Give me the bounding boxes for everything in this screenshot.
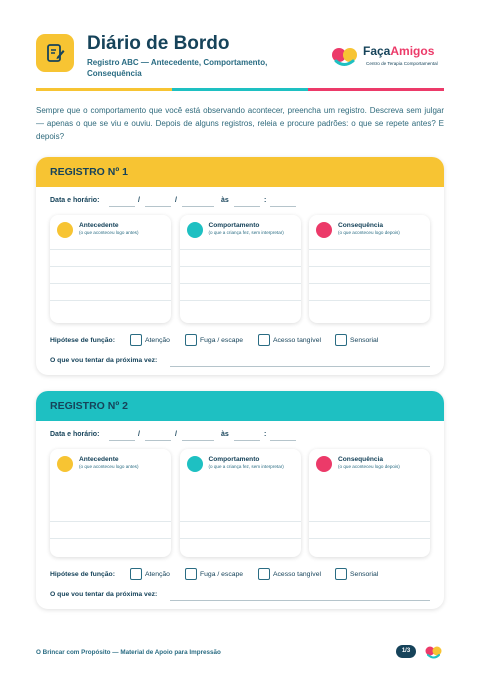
hypothesis-checkbox[interactable] <box>130 568 142 580</box>
hypothesis-checkbox[interactable] <box>335 334 347 346</box>
time-minute-field[interactable] <box>270 440 296 441</box>
hypothesis-row <box>50 334 430 348</box>
record-card-header <box>36 157 444 187</box>
column-title: Comportamento <box>208 222 260 229</box>
writing-line <box>309 266 430 267</box>
writing-line <box>50 249 171 250</box>
record-card <box>36 391 444 609</box>
notebook-pen-icon <box>36 34 74 72</box>
date-year-field[interactable] <box>182 440 214 441</box>
abc-column-consequencia[interactable] <box>309 449 430 557</box>
writing-line <box>180 283 301 284</box>
intro-paragraph: Sempre que o comportamento que você está observando acontecer, preencha um registro. Descreva sem julgar — apenas o que se viu e ouviu. Depois de alguns registros, releia e procure padrões: o que se repete antes? E depois? <box>36 106 444 141</box>
next-attempt-row <box>50 591 430 603</box>
date-label: Data e horário: <box>50 431 100 438</box>
writing-line <box>180 300 301 301</box>
column-subtitle: (o que aconteceu logo depois) <box>338 464 400 469</box>
time-connector: às <box>221 431 229 438</box>
column-subtitle: (o que aconteceu logo antes) <box>79 464 139 469</box>
next-attempt-field[interactable] <box>170 366 430 367</box>
date-year-field[interactable] <box>182 206 214 207</box>
hypothesis-option-label: Acesso tangível <box>273 571 321 578</box>
writing-line <box>180 249 301 250</box>
writing-line <box>180 538 301 539</box>
hypothesis-label: Hipótese de função: <box>50 337 115 344</box>
date-day-field[interactable] <box>109 440 135 441</box>
column-color-dot <box>57 456 73 472</box>
hypothesis-option-label: Atenção <box>145 571 170 578</box>
hypothesis-checkbox[interactable] <box>258 334 270 346</box>
writing-line <box>309 249 430 250</box>
column-title: Comportamento <box>208 456 260 463</box>
brand-name: FaçaAmigos <box>363 44 435 58</box>
date-month-field[interactable] <box>145 440 171 441</box>
color-stripe-pink <box>308 88 444 91</box>
writing-line <box>50 266 171 267</box>
column-color-dot <box>57 222 73 238</box>
column-color-dot <box>187 222 203 238</box>
writing-line <box>309 538 430 539</box>
writing-line <box>50 283 171 284</box>
brand-tagline: Centro de Terapia Comportamental <box>366 61 438 66</box>
brand-logo <box>330 42 445 70</box>
hypothesis-checkbox[interactable] <box>335 568 347 580</box>
writing-line <box>50 300 171 301</box>
date-separator: / <box>138 431 140 438</box>
abc-column-antecedente[interactable] <box>50 215 171 323</box>
column-color-dot <box>187 456 203 472</box>
column-subtitle: (o que aconteceu logo antes) <box>79 230 139 235</box>
writing-line <box>309 521 430 522</box>
time-hour-field[interactable] <box>234 206 260 207</box>
date-separator: / <box>138 197 140 204</box>
brand-mark-icon <box>330 43 360 69</box>
color-stripe-teal <box>172 88 308 91</box>
hypothesis-checkbox[interactable] <box>258 568 270 580</box>
writing-line <box>180 266 301 267</box>
column-title: Antecedente <box>79 456 119 463</box>
writing-line <box>180 521 301 522</box>
time-separator: : <box>264 197 267 204</box>
abc-column-comportamento[interactable] <box>180 449 301 557</box>
date-separator: / <box>175 197 177 204</box>
writing-line <box>309 283 430 284</box>
column-color-dot <box>316 456 332 472</box>
hypothesis-option-label: Acesso tangível <box>273 337 321 344</box>
hypothesis-label: Hipótese de função: <box>50 571 115 578</box>
column-subtitle: (o que a criança fez, sem interpretar) <box>208 464 284 469</box>
color-stripe-yellow <box>36 88 172 91</box>
hypothesis-option-label: Sensorial <box>350 571 379 578</box>
hypothesis-checkbox[interactable] <box>185 334 197 346</box>
writing-line <box>50 538 171 539</box>
column-title: Antecedente <box>79 222 119 229</box>
record-title: REGISTRO Nº 1 <box>50 166 128 178</box>
date-day-field[interactable] <box>109 206 135 207</box>
next-attempt-field[interactable] <box>170 600 430 601</box>
writing-line <box>309 300 430 301</box>
next-attempt-label: O que vou tentar da próxima vez: <box>50 591 158 598</box>
record-card-header <box>36 391 444 421</box>
column-subtitle: (o que a criança fez, sem interpretar) <box>208 230 284 235</box>
column-subtitle: (o que aconteceu logo depois) <box>338 230 400 235</box>
hypothesis-option-label: Atenção <box>145 337 170 344</box>
time-hour-field[interactable] <box>234 440 260 441</box>
next-attempt-row <box>50 357 430 369</box>
hypothesis-checkbox[interactable] <box>130 334 142 346</box>
hypothesis-option-label: Sensorial <box>350 337 379 344</box>
record-card <box>36 157 444 375</box>
page-title: Diário de Bordo <box>87 33 230 54</box>
writing-line <box>50 521 171 522</box>
date-time-row <box>50 431 350 443</box>
hypothesis-option-label: Fuga / escape <box>200 337 244 344</box>
page-number-badge: 1/3 <box>396 645 416 658</box>
date-label: Data e horário: <box>50 197 100 204</box>
next-attempt-label: O que vou tentar da próxima vez: <box>50 357 158 364</box>
hypothesis-option-label: Fuga / escape <box>200 571 244 578</box>
footer-brand-mark-icon <box>424 645 444 659</box>
column-title: Consequência <box>338 222 384 229</box>
abc-column-antecedente[interactable] <box>50 449 171 557</box>
time-connector: às <box>221 197 229 204</box>
column-title: Consequência <box>338 456 384 463</box>
hypothesis-row <box>50 568 430 582</box>
time-separator: : <box>264 431 267 438</box>
time-minute-field[interactable] <box>270 206 296 207</box>
column-color-dot <box>316 222 332 238</box>
abc-column-comportamento[interactable] <box>180 215 301 323</box>
date-time-row <box>50 197 350 209</box>
abc-column-consequencia[interactable] <box>309 215 430 323</box>
footer-text: O Brincar com Propósito — Material de Apoio para Impressão <box>36 649 221 656</box>
date-month-field[interactable] <box>145 206 171 207</box>
hypothesis-checkbox[interactable] <box>185 568 197 580</box>
page-subtitle: Registro ABC — Antecedente, Comportamento, Consequência <box>87 58 268 78</box>
record-title: REGISTRO Nº 2 <box>50 400 128 412</box>
date-separator: / <box>175 431 177 438</box>
